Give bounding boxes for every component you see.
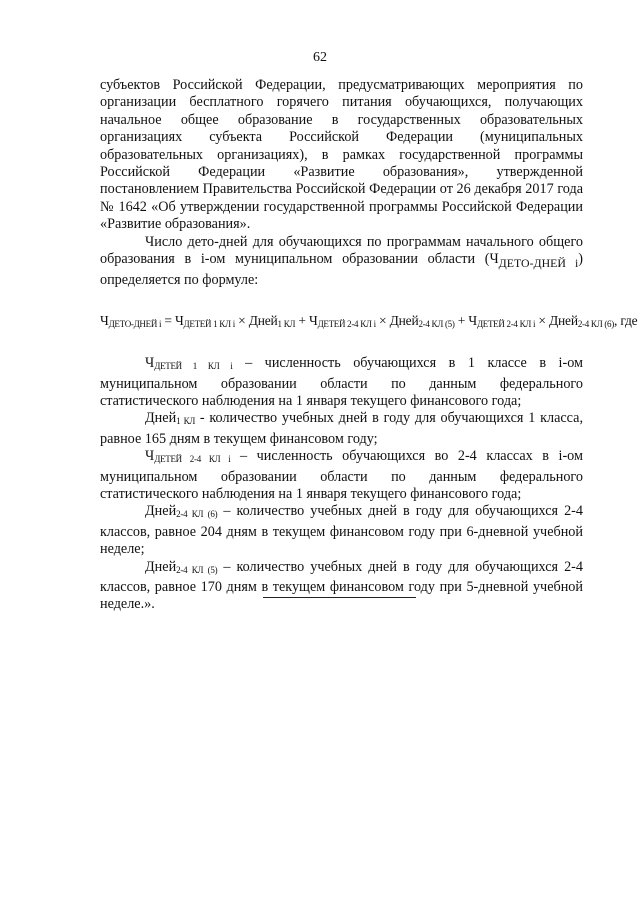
definition-symbol: Дней bbox=[145, 503, 177, 520]
formula-term-2: Дней bbox=[248, 312, 278, 328]
definition-text: – численность обучающихся во 2-4 классах в i-ом муниципальном образовании области по данным федерального статистического наблюдения на 1 января текущего финансового года; bbox=[100, 448, 583, 502]
formula-term-6-sub: 2-4 КЛ (6) bbox=[577, 318, 614, 329]
definition-symbol: Ч bbox=[145, 355, 155, 372]
formula-op-5: × bbox=[535, 312, 549, 328]
definition-text: – количество учебных дней в году для обучающихся 2-4 классов, равное 204 дням в текущем финансовом году при 6-дневной учебной неделе; bbox=[100, 503, 583, 558]
formula-term-1: Ч bbox=[174, 312, 184, 328]
page-number: 62 bbox=[313, 50, 327, 65]
definition-text: - количество учебных дней в году для обучающихся 1 класса, равное 165 дням в текущем финансовом году; bbox=[100, 410, 583, 447]
formula-eq: = bbox=[161, 312, 175, 328]
definition-symbol: Дней bbox=[145, 558, 177, 575]
formula-lhs: Ч bbox=[100, 312, 109, 328]
paragraph-count-subscript: ДЕТО-ДНЕЙ i bbox=[498, 255, 579, 270]
definition-subscript: ДЕТЕЙ 2-4 КЛ i bbox=[154, 454, 231, 465]
formula-op-1: × bbox=[234, 312, 249, 328]
definition-subscript: 2-4 КЛ (6) bbox=[176, 509, 218, 520]
formula-term-4-sub: 2-4 КЛ (5) bbox=[418, 318, 455, 329]
paragraph-count-tail: ) bbox=[578, 251, 583, 268]
formula-end: , где bbox=[613, 312, 638, 328]
definition-item bbox=[100, 559, 583, 614]
definition-subscript: 2-4 КЛ (5) bbox=[176, 564, 218, 575]
definition-item bbox=[100, 503, 583, 558]
definition-item bbox=[100, 410, 583, 448]
paragraph-count-text: Число дето-дней для обучающихся по программам начального общего образования в i-ом муниципальном образовании области (Ч bbox=[100, 233, 583, 268]
formula-op-2: + bbox=[295, 312, 309, 328]
formula-term-3: Ч bbox=[308, 312, 318, 328]
formula-op-3: × bbox=[375, 312, 390, 328]
formula-term-1-sub: ДЕТЕЙ 1 КЛ i bbox=[183, 318, 235, 329]
formula-term-3-sub: ДЕТЕЙ 2-4 КЛ i bbox=[317, 318, 376, 329]
paragraph-intro: субъектов Российской Федерации, предусматривающих мероприятия по организации бесплатного горячего питания обучающихся, получающих начальное общее образование в государственных образовательных организациях субъекта Российской Федерации (муниципальных образовательных организациях), в рамках государственной программы Российской Федерации «Развитие образования», утвержденной постановлением Правительства Российской Федерации от 26 декабря 2017 года № 1642 «Об утверждении государственной программы Российской Федерации «Развитие образования». bbox=[100, 77, 583, 233]
formula-term-5: Ч bbox=[468, 312, 477, 328]
formula-term-4: Дней bbox=[389, 312, 419, 328]
formula bbox=[100, 312, 638, 333]
definition-symbol: Ч bbox=[145, 448, 155, 465]
definition-text: – численность обучающихся в 1 классе в i-ом муниципальном образовании области по данным федерального статистического наблюдения на 1 января текущего финансового года; bbox=[100, 355, 584, 409]
definition-subscript: ДЕТЕЙ 1 КЛ i bbox=[154, 361, 233, 372]
paragraph-formula-lead: определяется по формуле: bbox=[100, 272, 259, 289]
definition-symbol: Дней bbox=[145, 410, 177, 427]
paragraph-count bbox=[100, 234, 583, 290]
formula-op-4: + bbox=[454, 312, 469, 328]
formula-term-6: Дней bbox=[549, 312, 578, 328]
formula-term-2-sub: 1 КЛ bbox=[277, 318, 296, 329]
separator-line bbox=[263, 597, 416, 598]
definition-item bbox=[100, 355, 583, 410]
formula-lhs-sub: ДЕТО-ДНЕЙ i bbox=[108, 318, 162, 329]
definition-text: – количество учебных дней в году для обучающихся 2-4 классов, равное 170 дням в текущем финансовом году при 5-дневной учебной неделе.». bbox=[100, 558, 583, 613]
document-body bbox=[100, 77, 638, 614]
formula-term-5-sub: ДЕТЕЙ 2-4 КЛ i bbox=[476, 318, 536, 329]
definition-item bbox=[100, 448, 583, 503]
definition-subscript: 1 КЛ bbox=[176, 416, 196, 427]
